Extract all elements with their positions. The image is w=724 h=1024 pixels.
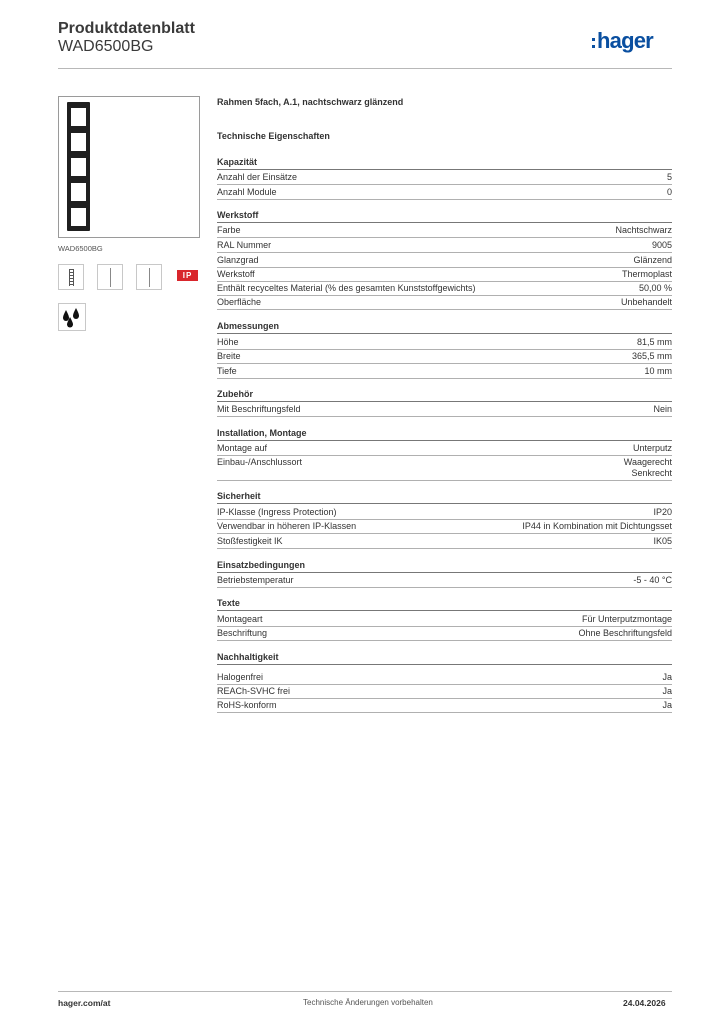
page-title: Produktdatenblatt <box>58 20 195 37</box>
frame-5fach-icon <box>67 102 90 231</box>
product-number: WAD6500BG <box>58 38 154 55</box>
header-divider <box>58 68 672 69</box>
spec-row: Tiefe 10 mm <box>217 364 672 379</box>
product-image <box>58 96 200 238</box>
hager-logo <box>592 28 653 54</box>
product-image-caption: WAD6500BG <box>58 244 103 253</box>
group-title-kapazitaet: Kapazität <box>217 157 672 170</box>
logo-text: hager <box>597 28 653 53</box>
spec-row: Mit Beschriftungsfeld Nein <box>217 402 672 417</box>
ip-rating-icon <box>175 264 201 290</box>
spec-row: Verwendbar in höheren IP-Klassen IP44 in Kombination mit Dichtungsset <box>217 519 672 534</box>
spec-row: Anzahl Module 0 <box>217 185 672 200</box>
spec-row: Höhe 81,5 mm <box>217 335 672 350</box>
spec-row: RoHS-konform Ja <box>217 698 672 713</box>
ladder-icon <box>58 264 84 290</box>
group-title-nachhaltigkeit: Nachhaltigkeit <box>217 652 672 665</box>
spec-row: RAL Nummer 9005 <box>217 238 672 253</box>
water-drops-icon <box>58 303 86 331</box>
group-title-werkstoff: Werkstoff <box>217 210 672 223</box>
spec-row: IP-Klasse (Ingress Protection) IP20 <box>217 505 672 520</box>
spec-row: Montage auf Unterputz <box>217 441 672 456</box>
section-heading: Technische Eigenschaften <box>217 131 330 141</box>
footer-notice: Technische Änderungen vorbehalten <box>303 998 433 1007</box>
logo-colon-icon <box>592 34 595 48</box>
group-title-einsatzbedingungen: Einsatzbedingungen <box>217 560 672 573</box>
spec-row: Betriebstemperatur -5 - 40 °C <box>217 573 672 588</box>
group-title-sicherheit: Sicherheit <box>217 491 672 504</box>
spec-row: Halogenfrei Ja <box>217 670 672 685</box>
spec-row: Werkstoff Thermoplast <box>217 267 672 282</box>
group-title-texte: Texte <box>217 598 672 611</box>
spec-row: Enthält recyceltes Material (% des gesamten Kunststoffgewichts) 50,00 % <box>217 281 672 296</box>
group-title-zubehoer: Zubehör <box>217 389 672 402</box>
ip-badge: IP <box>177 270 198 281</box>
footer-website: hager.com/at <box>58 998 111 1008</box>
spec-row: Breite 365,5 mm <box>217 349 672 364</box>
vertical-line-icon <box>97 264 123 290</box>
group-title-abmessungen: Abmessungen <box>217 321 672 334</box>
footer-date: 24.04.2026 <box>623 998 666 1008</box>
product-name: Rahmen 5fach, A.1, nachtschwarz glänzend <box>217 97 404 107</box>
spec-row: Montageart Für Unterputzmontage <box>217 612 672 627</box>
group-title-installation: Installation, Montage <box>217 428 672 441</box>
spec-row: Beschriftung Ohne Beschriftungsfeld <box>217 626 672 641</box>
spec-row: Glanzgrad Glänzend <box>217 253 672 268</box>
spec-row: Farbe Nachtschwarz <box>217 223 672 238</box>
vertical-line-icon <box>136 264 162 290</box>
footer-divider <box>58 991 672 992</box>
spec-row: Oberfläche Unbehandelt <box>217 295 672 310</box>
spec-row: Anzahl der Einsätze 5 <box>217 170 672 185</box>
spec-row: REACh-SVHC frei Ja <box>217 684 672 699</box>
spec-row: Einbau-/Anschlussort Waagerecht Senkrecht <box>217 455 672 481</box>
spec-row: Stoßfestigkeit IK IK05 <box>217 534 672 549</box>
